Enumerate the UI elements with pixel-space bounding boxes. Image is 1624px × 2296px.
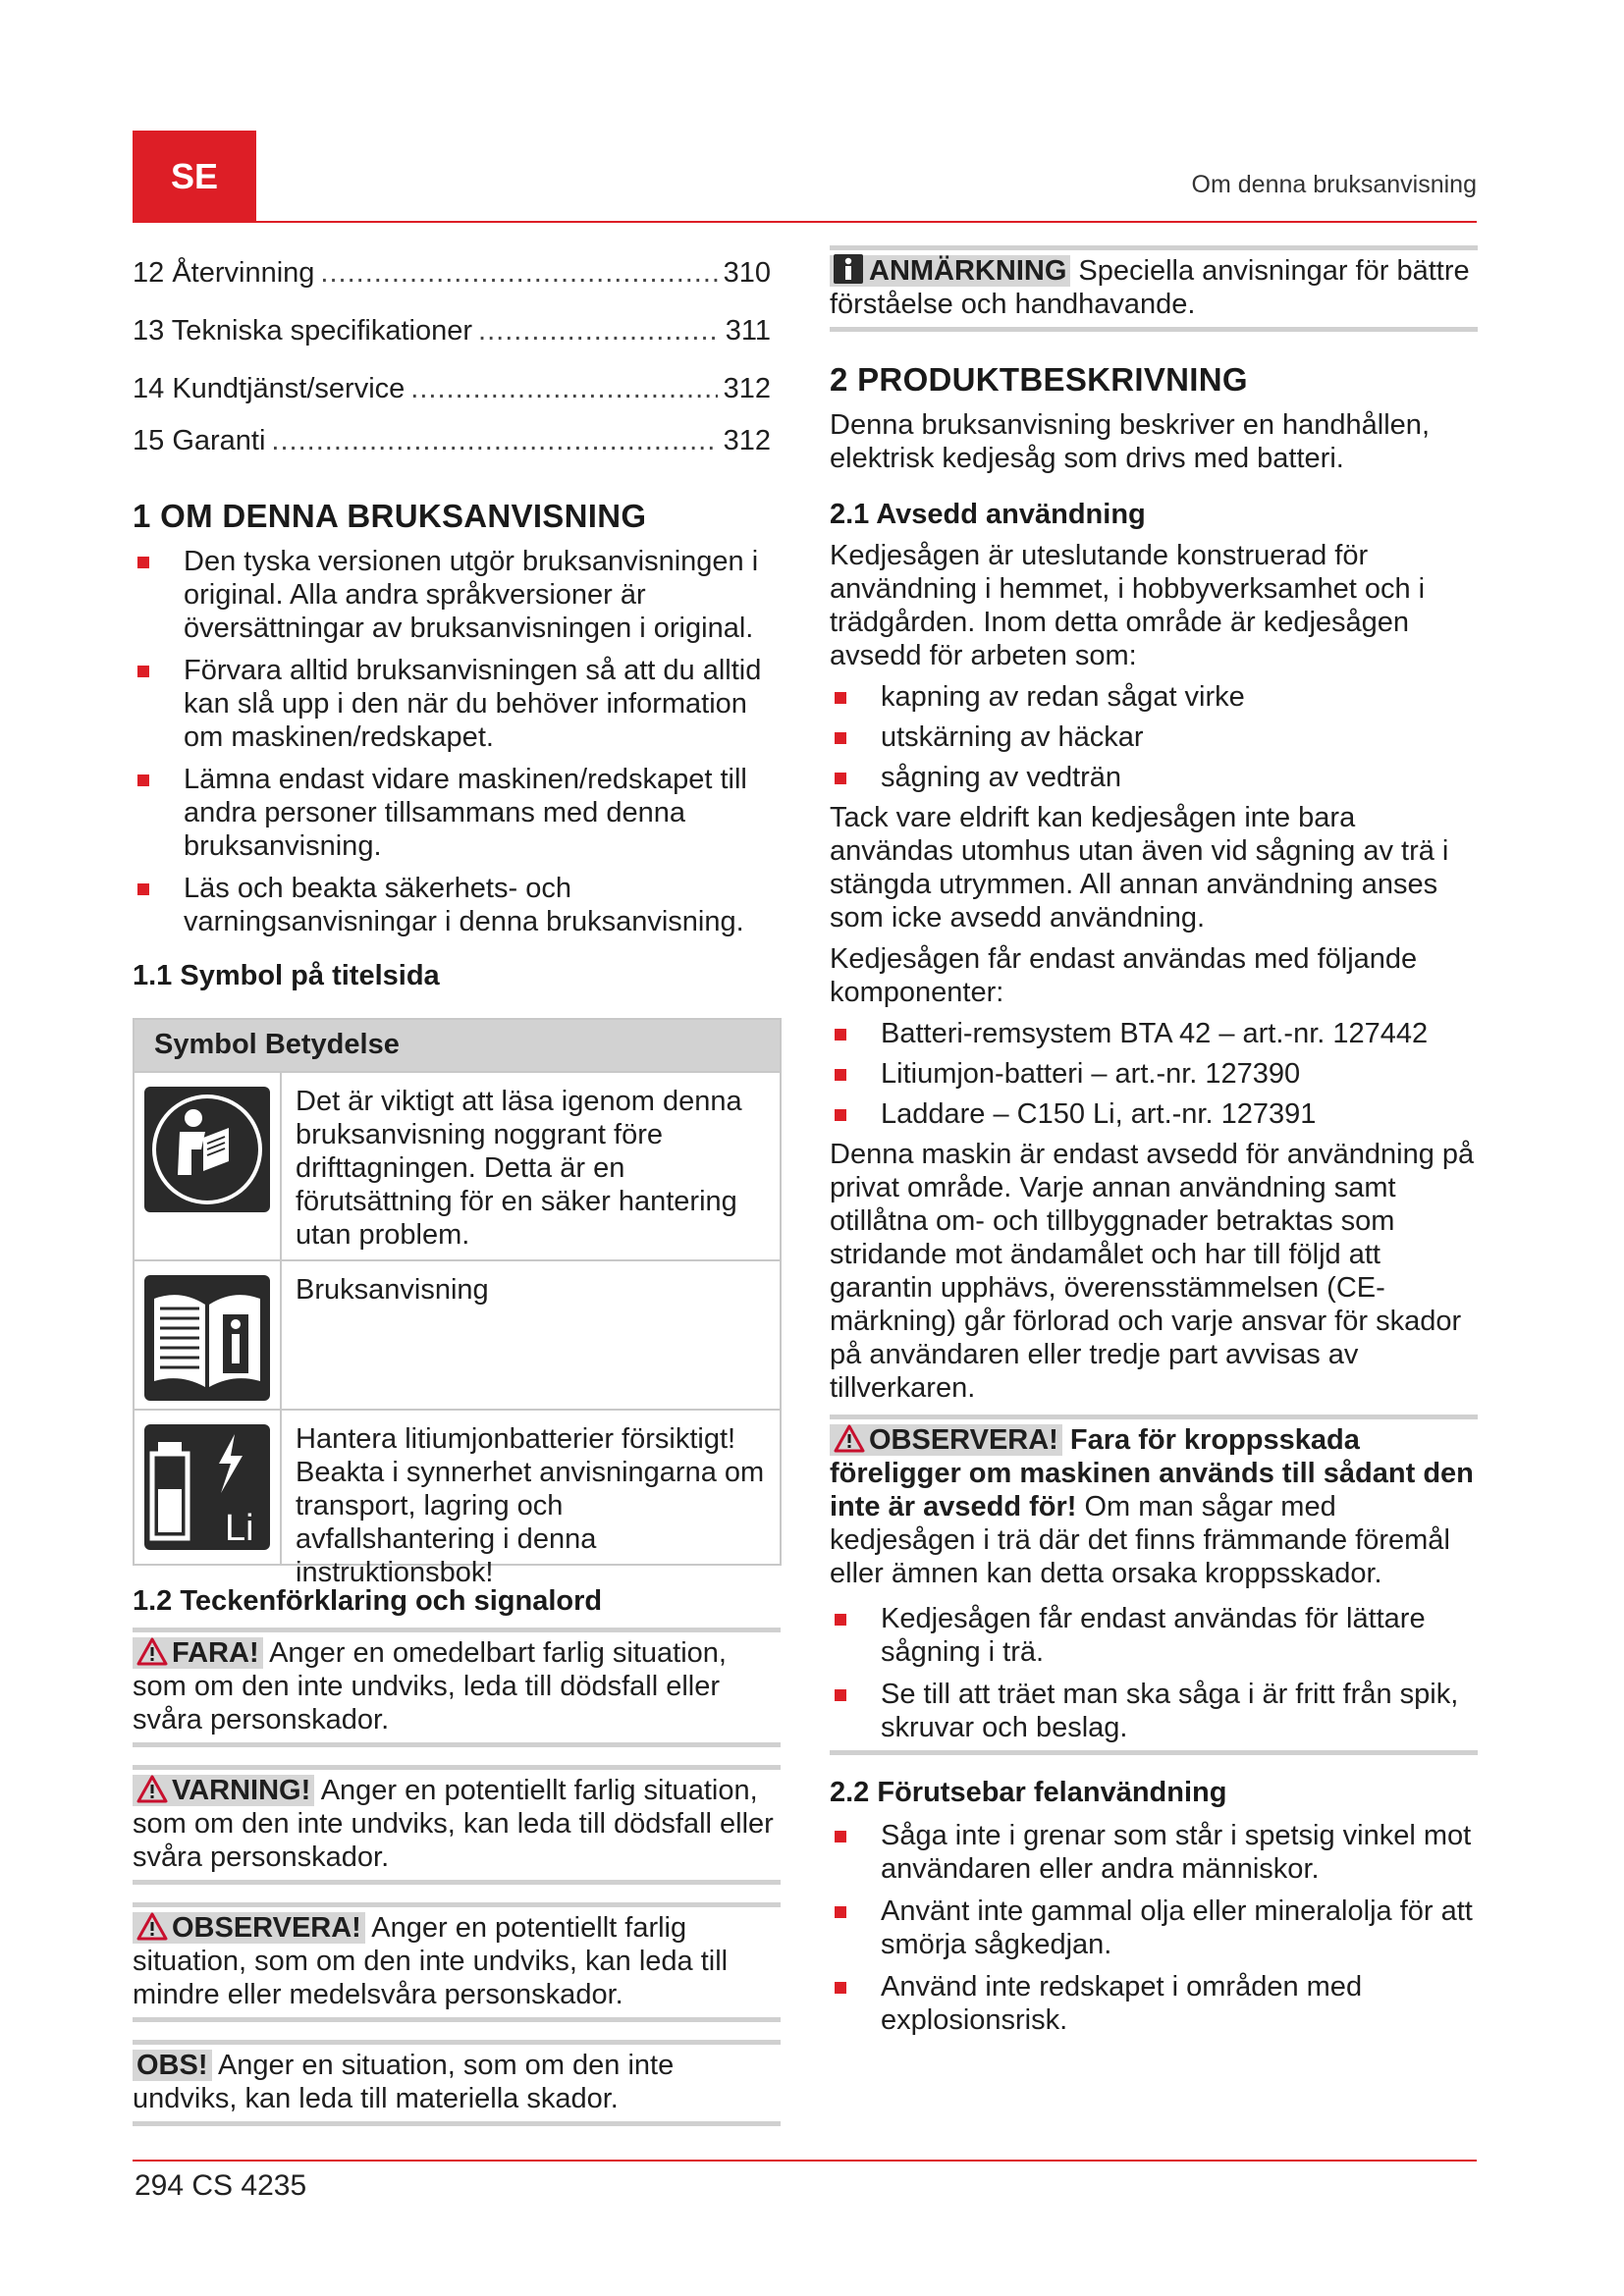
- header-divider: [133, 221, 1477, 223]
- note-notice: [830, 245, 1478, 332]
- toc-label: 15 Garanti: [133, 425, 266, 456]
- list-item: Lämna endast vidare maskinen/redskapet till andra personer tillsammans med denna bruksanvisning.: [133, 763, 781, 863]
- signal-word-tag: [133, 1912, 365, 1944]
- list-item: Batteri-remsystem BTA 42 – art.-nr. 127442: [830, 1017, 1478, 1050]
- signal-description: Anger en situation, som om den inte undviks, kan leda till materiella skador.: [133, 2050, 675, 2114]
- misuse-list: [830, 1819, 1478, 2037]
- caution-emphasis: Fara för kroppsskada föreligger om maskinen används till sådant den inte är avsedd för!: [830, 1424, 1474, 1522]
- symbol-meaning: Det är viktigt att läsa igenom denna bruksanvisning noggrant före drifttagningen. Detta är en förutsättning för en säker hantering utan problem.: [296, 1086, 742, 1251]
- signal-description: Anger en potentiellt farlig situation, som om den inte undviks, kan leda till mindre eller medelsvåra personskador.: [133, 1912, 729, 2010]
- symbol-meaning: Bruksanvisning: [296, 1274, 489, 1306]
- signal-word-tag: [133, 1775, 314, 1806]
- table-row: [135, 1071, 780, 1259]
- column-header-symbol: Symbol: [154, 1029, 257, 1060]
- toc-label: 14 Kundtjänst/service: [133, 373, 406, 404]
- list-item: kapning av redan sågat virke: [830, 680, 1478, 714]
- section-2-heading: 2 PRODUKTBESKRIVNING: [830, 361, 1248, 398]
- toc-leader: [320, 257, 717, 290]
- paragraph: Kedjesågen är uteslutande konstruerad för användning i hemmet, i hobbyverksamhet och i trädgården. Inom detta område är kedjesågen avsedd för arbeten som:: [830, 540, 1426, 671]
- info-icon: [834, 254, 863, 284]
- signal-description: Anger en omedelbart farlig situation, som om den inte undviks, leda till dödsfall eller svåra personskador.: [133, 1637, 727, 1735]
- toc-page: 310: [723, 257, 771, 289]
- list-item: utskärning av häckar: [830, 721, 1478, 754]
- section-1-heading: 1 OM DENNA BRUKSANVISNING: [133, 498, 647, 534]
- toc-label: 12 Återvinning: [133, 257, 315, 289]
- icon-cell: [135, 1411, 282, 1564]
- right-column: [830, 245, 1478, 2046]
- warning-triangle-icon: [136, 1637, 168, 1666]
- toc-page: 311: [725, 315, 771, 347]
- signal-word-tag: [830, 1424, 1062, 1456]
- list-item: Läs och beakta säkerhets- och varningsanvisningar i denna bruksanvisning.: [133, 872, 781, 938]
- signal-word: FARA!: [172, 1637, 259, 1669]
- symbol-table: [133, 1018, 782, 1588]
- list-item: Använd inte redskapet i områden med explosionsrisk.: [830, 1970, 1478, 2037]
- left-column: [133, 245, 781, 2126]
- toc-entry[interactable]: [133, 421, 781, 474]
- list-item: Såga inte i grenar som står i spetsig vinkel mot användaren eller andra människor.: [830, 1819, 1478, 1886]
- signal-word-tag: [133, 2050, 212, 2081]
- list-item: Den tyska versionen utgör bruksanvisningen i original. Alla andra språkversioner är översättningar av bruksanvisningen i original.: [133, 545, 781, 645]
- warning-triangle-icon: [136, 1775, 168, 1803]
- icon-cell: [135, 1261, 282, 1409]
- toc-label: 13 Tekniska specifikationer: [133, 315, 473, 347]
- toc-leader: [271, 425, 717, 457]
- subsection-1-2-heading: 1.2 Teckenförklaring och signalord: [133, 1585, 603, 1617]
- toc-entry[interactable]: [133, 305, 781, 363]
- svg-text:Li: Li: [225, 1508, 254, 1549]
- signal-description: Anger en potentiellt farlig situation, som om den inte undviks, kan leda till dödsfall eller svåra personskador.: [133, 1775, 774, 1873]
- manual-info-icon: [144, 1275, 270, 1401]
- paragraph: Tack vare eldrift kan kedjesågen inte bara användas utomhus utan även vid sågning av trä i stängda utrymmen. All annan användning anses som icke avsedd användning.: [830, 802, 1449, 934]
- danger-notice: [133, 1628, 781, 1747]
- toc-leader: [478, 315, 720, 347]
- paragraph: Denna maskin är endast avsedd för användning på privat område. Varje annan användning samt otillåtna om- och tillbyggnader betraktas som stridande mot ändamålet och har till följd att garantin upphävs, överensstämmelsen (CE-märkning) går förlorad och varje ansvar för skador på användaren eller tredje part avvisas av tillverkaren.: [830, 1139, 1475, 1404]
- subsection-2-2-heading: 2.2 Förutsebar felanvändning: [830, 1777, 1227, 1808]
- toc-entry[interactable]: [133, 247, 781, 305]
- subsection-2-1-heading: 2.1 Avsedd användning: [830, 499, 1146, 530]
- warning-triangle-icon: [136, 1912, 168, 1941]
- table-of-contents: [133, 247, 781, 474]
- lithium-battery-icon: [144, 1424, 270, 1550]
- section-1-bullets: [133, 545, 781, 938]
- icon-cell: [135, 1073, 282, 1259]
- language-code: SE: [170, 155, 219, 196]
- toc-page: 312: [723, 373, 771, 404]
- page-header-title: Om denna bruksanvisning: [1191, 171, 1477, 198]
- toc-entry[interactable]: [133, 363, 781, 421]
- signal-word: OBS!: [136, 2050, 208, 2081]
- caution-notice: [133, 1902, 781, 2022]
- signal-word: VARNING!: [172, 1775, 311, 1806]
- signal-description: Speciella anvisningar för bättre förståelse och handhavande.: [830, 255, 1470, 320]
- read-manual-icon: [144, 1087, 270, 1212]
- toc-leader: [410, 373, 717, 405]
- toc-page: 312: [723, 425, 771, 456]
- signal-word: ANMÄRKNING: [869, 255, 1067, 287]
- footer-divider: [133, 2160, 1477, 2162]
- list-item: Se till att träet man ska såga i är fritt från spik, skruvar och beslag.: [830, 1678, 1478, 1744]
- subsection-1-1-heading: 1.1 Symbol på titelsida: [133, 960, 440, 991]
- section-2-intro: Denna bruksanvisning beskriver en handhållen, elektrisk kedjesåg som drivs med batteri.: [830, 409, 1430, 474]
- table-row: [135, 1259, 780, 1409]
- warning-notice: [133, 1765, 781, 1885]
- symbol-table-header: [135, 1020, 780, 1071]
- caution-misuse-notice: [830, 1415, 1478, 1755]
- list-item: Förvara alltid bruksanvisningen så att du alltid kan slå upp i den när du behöver information om maskinen/redskapet.: [133, 654, 781, 754]
- table-row: [135, 1409, 780, 1588]
- list-item: Litiumjon-batteri – art.-nr. 127390: [830, 1057, 1478, 1091]
- list-item: Kedjesågen får endast användas för lättare sågning i trä.: [830, 1602, 1478, 1669]
- list-item: sågning av vedträn: [830, 761, 1478, 794]
- caution-bullets: [830, 1602, 1478, 1744]
- signal-word-tag: [830, 255, 1070, 287]
- paragraph: Kedjesågen får endast användas med följande komponenter:: [830, 943, 1418, 1008]
- list-item: Använt inte gammal olja eller mineralolja för att smörja sågkedjan.: [830, 1895, 1478, 1961]
- obs-notice: [133, 2040, 781, 2126]
- column-header-meaning: Betydelse: [264, 1029, 400, 1060]
- signal-description: Om man sågar med kedjesågen i trä där det finns främmande föremål eller ämnen kan detta orsaka kroppsskador.: [830, 1491, 1450, 1589]
- components-list: [830, 1017, 1478, 1131]
- warning-triangle-icon: [834, 1424, 865, 1453]
- list-item: Laddare – C150 Li, art.-nr. 127391: [830, 1097, 1478, 1131]
- signal-word: OBSERVERA!: [172, 1912, 361, 1944]
- signal-word: OBSERVERA!: [869, 1424, 1058, 1456]
- intended-uses-list: [830, 680, 1478, 794]
- signal-word-tag: [133, 1637, 263, 1669]
- symbol-meaning: Hantera litiumjonbatterier försiktigt! Beakta i synnerhet anvisningarna om transport, lagring och avfallshantering i denna instruktionsbok!: [296, 1423, 765, 1588]
- language-tab: [133, 131, 256, 222]
- page-footer: 294 CS 4235: [135, 2169, 307, 2202]
